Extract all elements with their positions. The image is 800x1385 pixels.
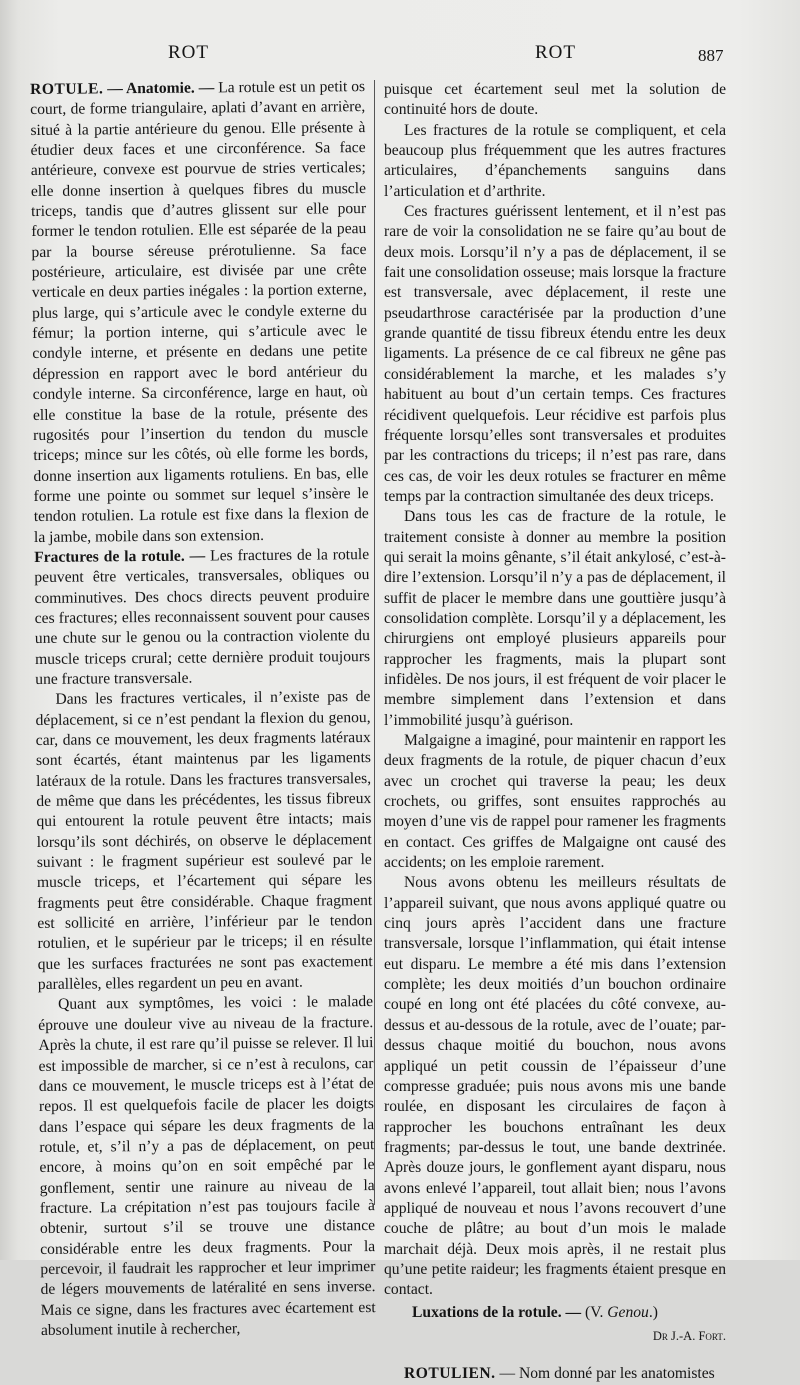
paragraph-traitement: Dans tous les cas de fracture de la rotule, le traitement consiste à donner au membre la position qui serait la moins gênante, s’il était ankylosé, c’est-à-dire l’extension. Lorsqu’il n’y a pas de déplacement, il suffit de placer le membre dans une gouttière jusqu’à consolidation complète. Lorsqu’il y a déplacement, les chirurgiens ont employé plusieurs appareils pour rapprocher les fragments, mais la plupart sont infidèles. De nos jours, il est fréquent de voir placer le membre simplement dans l’extension et dans l’immobilité jusqu’à guérison. [384,508,726,729]
author-signature: Dr J.-A. Fort. [652,1328,726,1343]
running-head-right: ROT [535,42,576,63]
entry-spacer [384,1346,726,1364]
paragraph-complications: Les fractures de la rotule se compliquent, et cela beaucoup plus fréquemment que les autres fractures articulaires, d’épanchements sanguins dans l’articulation et d’arthrite. [384,121,726,200]
luxations-ref-word: Genou [607,1303,649,1321]
paragraph-resultats: Nous avons obtenu les meilleurs résultats de l’appareil suivant, que nous avons appliqué quatre ou cinq jours après l’accident dans une fracture transversale, lorsque l’inflammation, qui était intense eut disparu. Le membre a été mis dans l’extension complète; les deux moitiés d’un bouchon ordinaire coupé en long ont été placées du côté convexe, au-dessus et au-dessous de la rotule, avec de l’ouate; par-dessus chaque moitié du bouchon, nous avons appliqué un petit coussin de l’épaisseur d’une compresse graduée; puis nous avons mis une bande roulée, en disposant les circulaires de façon à rapprocher les bouchons entraînant les deux fragments; par-dessus le tout, une bande dextrinée. Après douze jours, le gonflement ayant disparu, nous avons enlevé l’appareil, tout allait bien; nous l’avons appliqué de nouveau et nous l’avons recouvert d’une couche de plâtre; au bout d’un mois le malade marchait déjà. Deux mois après, il ne restait plus qu’une petite raideur; les fragments étaient presque en contact. [384,874,726,1299]
page-number: 887 [698,46,724,65]
fractures-paragraph [34,545,370,690]
luxations-ref-open: (V. [585,1303,604,1321]
anatomy-heading: — Anatomie. — [107,79,215,98]
paragraph-guerison: Ces fractures guérissent lentement, et il n’est pas rare de voir la consolidation ne se faire qu’au bout de deux mois. Lorsqu’il n’y a pas de déplacement, il se fait une consolidation osseuse; mais lorsque la fracture est transversale, avec déplacement, il reste une pseudarthrose caractérisée par la production d’une grande quantité de tissu fibreux étendu entre les deux ligaments. La présence de ce cal fibreux ne gêne pas considérablement la marche, et les malades s’y habituent au bout d’un certain temps. Ces fractures récidivent quelquefois. Leur récidive est parfois plus fréquente lorsqu’elles sont transversales et produites par les contractions du triceps; il n’est pas rare, dans ces cas, de voir les deux rotules se fracturer en même temps par la contraction simultanée des deux triceps. [384,203,726,505]
next-entry-text: — Nom donné par les anatomistes [499,1365,715,1383]
running-head-left: ROT [168,42,209,63]
luxations-heading: Luxations de la rotule. — [412,1303,582,1321]
anatomy-paragraph [30,77,369,548]
entry-word-rotulien: ROTULIEN. [404,1365,496,1383]
anatomy-text: La rotule est un petit os court, de forme triangulaire, aplati d’avant en arrière, situé à la partie antérieure du genou. Elle présente à étudier deux faces et une circonférence. Sa face antérieure, convexe est pourvue de stries verticales; elle donne insertion à quelques fibres du muscle triceps, tandis que d’autres glissent sur elle pour former le tendon rotulien. Elle est séparée de la peau par la bourse séreuse prérotulienne. Sa face postérieure, articulaire, est divisée par une crête verticale en deux parties inégales : la portion externe, plus large, qui s’articule avec le condyle externe du fémur; la portion interne, qui s’articule avec le condyle interne, et présente en dedans une petite dépression en rapport avec le bord antérieur du condyle interne. Sa circonférence, large en haut, où elle constitue la base de la rotule, présente des rugosités pour l’insertion du tendon du muscle triceps; mince sur les côtés, où elle forme les bords, donne insertion aux ligaments rotuliens. En bas, elle forme une pointe ou sommet sur lequel s’insère le tendon rotulien. La rotule est fixe dans la flexion de la jambe, mobile dans son extension. [30,78,369,546]
luxations-ref-close: .) [648,1303,658,1321]
paragraph-verticales: Dans les fractures verticales, il n’existe pas de déplacement, si ce n’est pendant la flexion du genou, car, dans ce mouvement, les deux fragments latéraux sont écartés, étant maintenus par les ligaments latéraux de la rotule. Dans les fractures transversales, de même que dans les précédentes, les tissus fibreux qui entourent la rotule peuvent être intacts; mais lorsqu’ils sont déchirés, on observe le déplacement suivant : le fragment supérieur est soulevé par le muscle triceps, et l’écartement qui sépare les fragments peut être considérable. Chaque fragment est sollicité en arrière, l’inférieur par le tendon rotulien, et le supérieur par le triceps; il en résulte que les surfaces fracturées ne sont pas exactement parallèles, elles regardent un peu en avant. [35,688,373,994]
paragraph-continuation: puisque cet écartement seul met la solution de continuité hors de doute. [384,81,726,119]
paragraph-malgaigne: Malgaigne a imaginé, pour maintenir en rapport les deux fragments de la rotule, de piquer chacun d’eux avec un crochet qui traverse la peau; les deux crochets, ou griffes, sont ensuites rapprochés au moyen d’une vis de rappel pour ramener les fragments en contact. Ces griffes de Malgaigne ont causé des accidents; on les emploie rarement. [384,732,726,872]
next-entry-paragraph [384,1364,726,1384]
paragraph-symptomes: Quant aux symptômes, les voici : le malade éprouve une douleur vive au niveau de la fracture. Après la chute, il est rare qu’il puisse se relever. Il lui est impossible de marcher, si ce n’est à reculons, car dans ce mouvement, le muscle triceps est à l’état de repos. Il est quelquefois facile de placer les doigts dans l’espace qui sépare les deux fragments de la rotule, et, s’il n’y a pas de déplacement, on peut encore, à moins qu’on en soit empêché par le gonflement, sentir une rainure au niveau de la fracture. La crépitation n’est pas toujours facile à obtenir, surtout s’il se trouve une distance considérable entre les deux fragments. Pour la percevoir, il faudrait les rapprocher et leur imprimer de légers mouvements de latéralité en sens inverse. Mais ce signe, dans les fractures avec écartement est absolument inutile à rechercher, [38,993,376,1339]
fractures-heading: Fractures de la rotule. — [34,547,206,566]
left-column [30,77,376,1341]
entry-word-rotule: ROTULE. [30,80,104,98]
luxations-crossref [384,1303,726,1323]
right-column [384,80,726,1385]
fractures-text: Les fractures de la rotule peuvent être verticales, transversales, obliques ou comminutives. Des chocs directs peuvent produire ces fractures; elles reconnaissent souvent pour causes une chute sur le genou ou la contraction violente du muscle triceps crural; cette dernière produit toujours une fracture transversale. [34,545,371,688]
column-divider [374,80,375,1205]
